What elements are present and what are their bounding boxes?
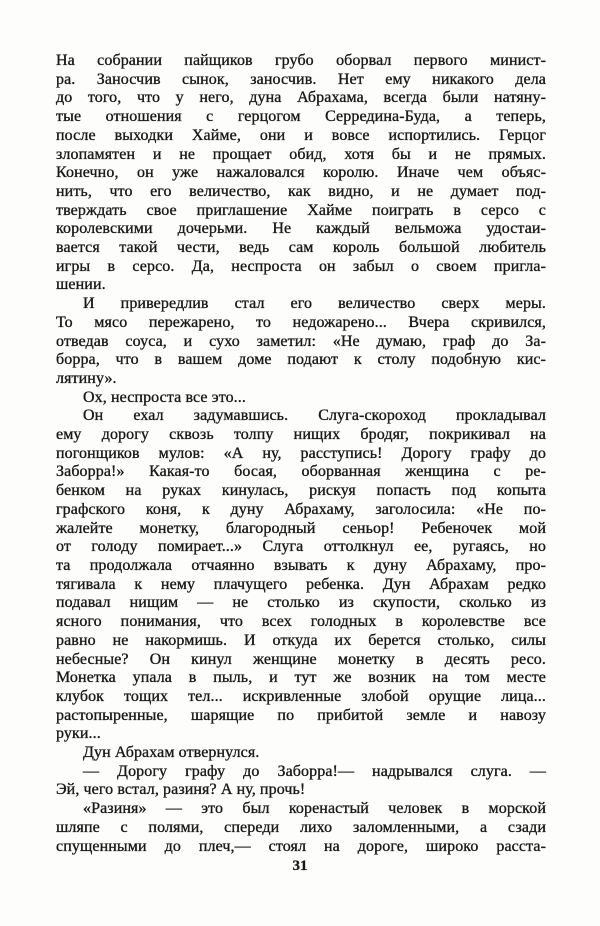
text-line: отведав соуса, и сухо заметил: «Не думаю, граф до За- [56, 332, 546, 350]
text-line: шляпе с полями, спереди лихо заломленными, а сзади [56, 818, 546, 836]
text-line: от голоду помирает...» Слуга оттолкнул ее, ругаясь, но [56, 538, 546, 556]
text-line: На собрании пайщиков грубо оборвал первого минист- [56, 52, 546, 69]
text-line: равно не накормишь. И откуда их берется столько, силы [56, 631, 546, 649]
text-line: погонщиков мулов: «А ну, расступись! Дорогу графу до [56, 444, 546, 462]
text-line: игры в серсо. Да, неспроста он забыл о своем пригла- [56, 257, 546, 275]
text-line: королевскими дочерьми. Не каждый вельможа удостаи- [56, 220, 546, 238]
text-line: растопыренные, шарящие по прибитой земле и навозу [56, 706, 546, 724]
text-line: графского коня, к дуну Абрахаму, заголосила: «Не по- [56, 500, 546, 518]
text-line: тягивала к нему плачущего ребенка. Дун Абрахам редко [56, 575, 546, 593]
text-line: после выходки Хайме, они и вовсе испортились. Герцог [56, 126, 546, 144]
text-line: спущенными до плеч,— стоял на дороге, широко расста- [56, 837, 546, 855]
text-line: ему дорогу сквозь толпу нищих бродяг, покрикивал на [56, 426, 546, 444]
text-line: подавал нищим — не столько из скупости, сколько из [56, 594, 546, 612]
text-line: тые отношения с герцогом Серредина-Буда, а теперь, [56, 108, 546, 126]
text-line: ра. Заносчив сынок, заносчив. Нет ему никакого дела [56, 70, 546, 88]
text-line: клубок тощих тел... искривленные злобой орущие лица... [56, 687, 546, 705]
text-line: та продолжала отчаянно взывать к дуну Абрахаму, про- [56, 556, 546, 574]
text-line: шении. [56, 276, 106, 294]
text-line: бенком на руках кинулась, рискуя попасть под копыта [56, 482, 546, 500]
text-line: злопамятен и не прощает обид, хотя бы и не прямых. [56, 145, 546, 163]
text-line: И привередлив стал его величество сверх меры. [83, 295, 546, 313]
text-line: «Разиня» — это был коренастый человек в морской [83, 800, 546, 818]
text-line: нить, что его величество, как видно, и не думает под- [56, 182, 546, 200]
page-text [56, 52, 546, 856]
text-line: лятину». [56, 369, 117, 387]
text-line: руки... [56, 725, 101, 743]
text-line: Заборра!» Какая-то босая, оборванная женщина с ре- [56, 463, 546, 481]
text-line: тверждать свое приглашение Хайме поиграть в серсо с [56, 201, 546, 219]
text-line: Конечно, он уже нажаловался королю. Иначе чем объяс- [56, 164, 546, 182]
text-line: жалейте монетку, благородный сеньор! Ребеночек мой [56, 519, 546, 537]
text-line: Ох, неспроста все это... [83, 388, 246, 406]
text-line: Эй, чего встал, разиня? А ну, прочь! [56, 781, 306, 799]
text-line: борра, что в вашем доме подают к столу подобную кис- [56, 351, 546, 369]
text-line: То мясо пережарено, то недожарено... Вчера скривился, [56, 313, 546, 331]
text-line: до того, что у него, дуна Абрахама, всегда были натяну- [56, 89, 546, 107]
text-line: Монетка упала в пыль, и тут же возник на том месте [56, 669, 546, 687]
page-number: 31 [292, 858, 308, 874]
text-line: небесные? Он кинул женщине монетку в десять ресо. [56, 650, 546, 668]
text-line: ясного понимания, что всех голодных в королевстве все [56, 613, 546, 631]
text-line: — Дорогу графу до Заборра!— надрывался слуга. — [83, 762, 546, 780]
text-line: Он ехал задумавшись. Слуга-скороход прокладывал [83, 407, 546, 425]
text-line: Дун Абрахам отвернулся. [83, 744, 260, 762]
text-line: вается такой чести, ведь сам король большой любитель [56, 239, 546, 257]
